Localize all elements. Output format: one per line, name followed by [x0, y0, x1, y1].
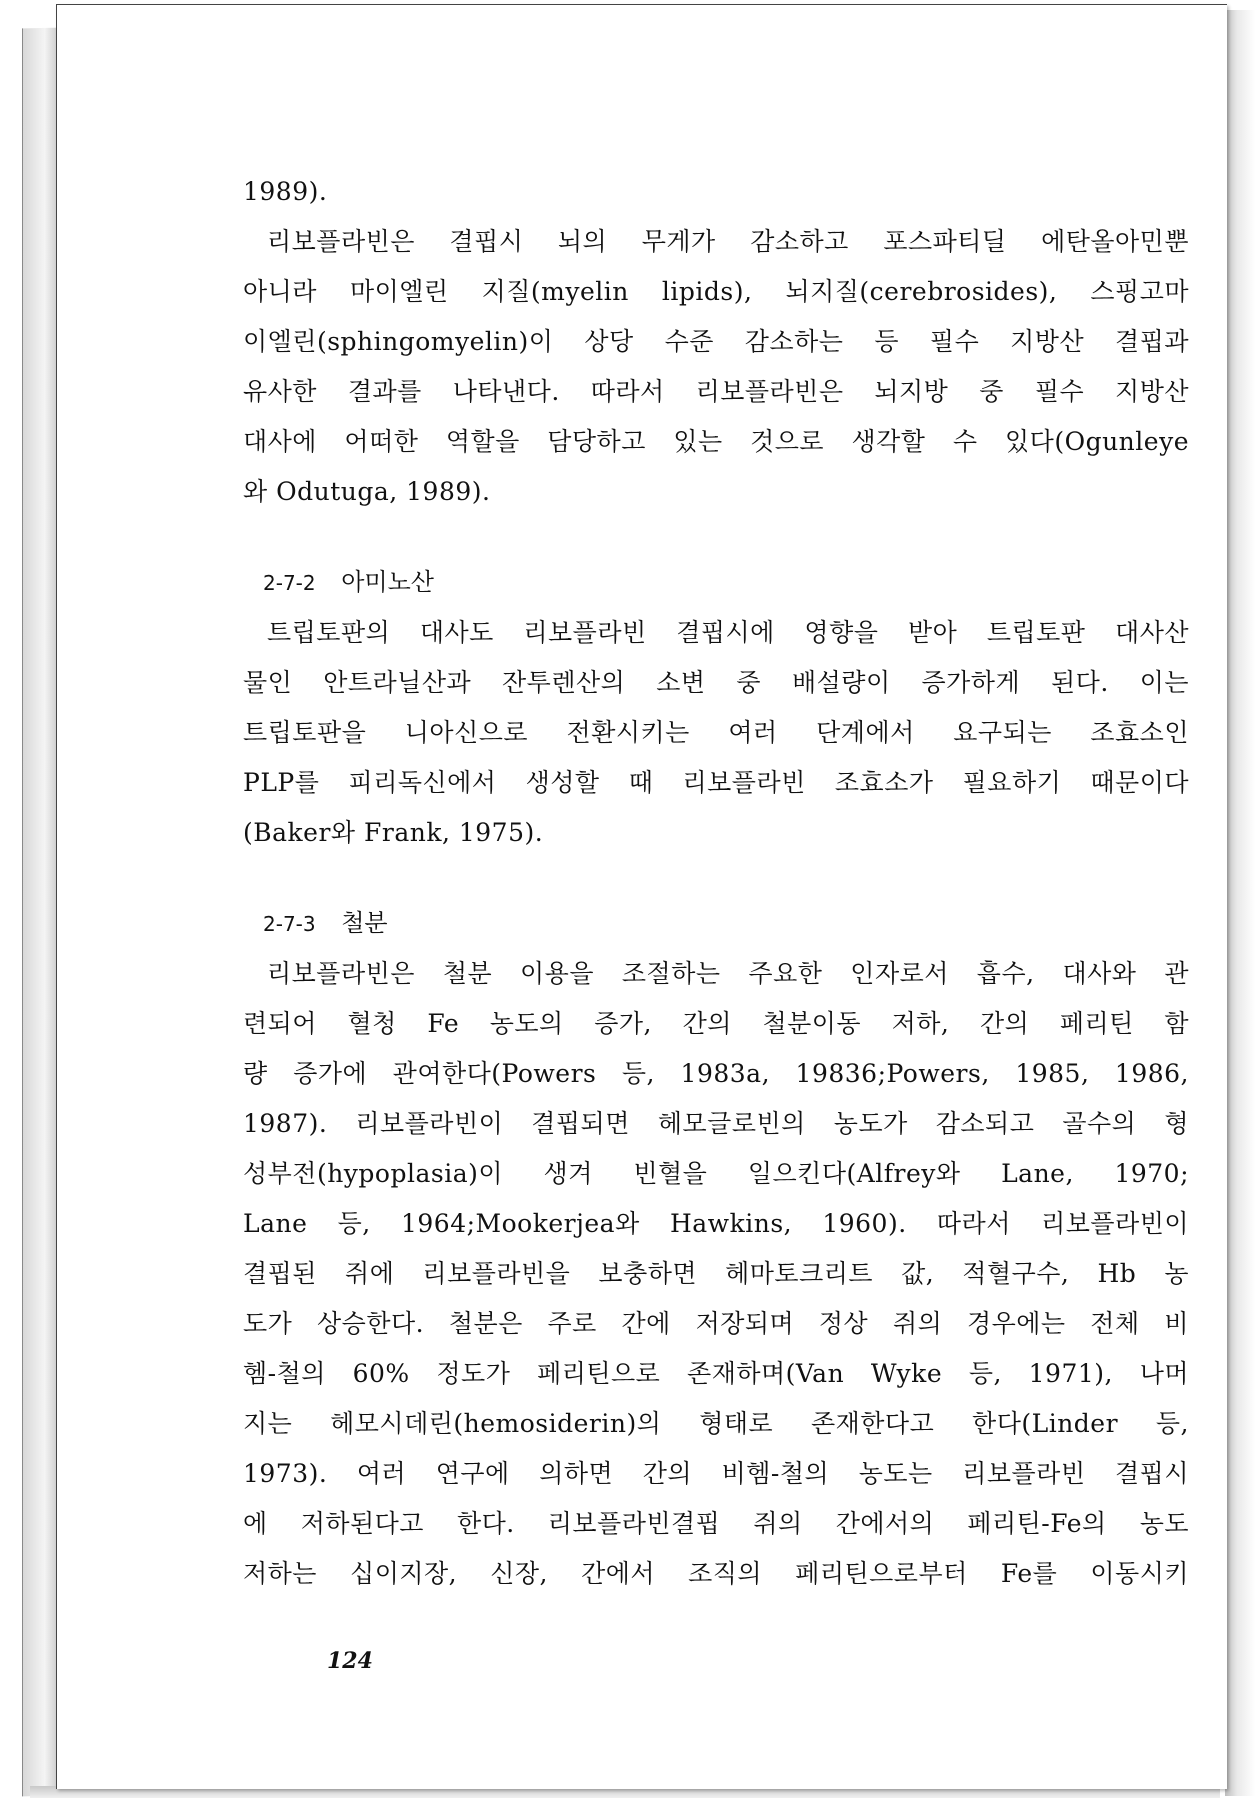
text-line: 1987). 리보플라빈이 결핍되면 헤모글로빈의 농도가 감소되고 골수의 형 [243, 1109, 1189, 1138]
section-heading-2-7-2 [243, 557, 1189, 608]
text-line: 리보플라빈은 철분 이용을 조절하는 주요한 인자로서 흡수, 대사와 관 [267, 959, 1189, 988]
text-line: 유사한 결과를 나타낸다. 따라서 리보플라빈은 뇌지방 중 필수 지방산 [243, 377, 1189, 406]
text-line: 아니라 마이엘린 지질(myelin lipids), 뇌지질(cerebrosides), 스핑고마 [243, 277, 1189, 306]
text-line: 와 Odutuga, 1989). [243, 477, 491, 506]
text-line: (Baker와 Frank, 1975). [243, 818, 544, 847]
text-line: 이엘린(sphingomyelin)이 상당 수준 감소하는 등 필수 지방산 결핍과 [243, 327, 1189, 356]
section-number: 2-7-3 [263, 912, 316, 936]
text-line: 련되어 혈청 Fe 농도의 증가, 간의 철분이동 저하, 간의 페리틴 함 [243, 1009, 1189, 1038]
section-2-7-3-paragraph [243, 949, 1189, 1599]
book-page [56, 4, 1227, 1789]
text-line: 1989). [243, 177, 328, 206]
text-line: 트립토판의 대사도 리보플라빈 결핍시에 영향을 받아 트립토판 대사산 [267, 618, 1189, 647]
text-line: 헴-철의 60% 정도가 페리틴으로 존재하며(Van Wyke 등, 1971), 나머 [243, 1359, 1189, 1388]
page-content [243, 167, 1189, 1599]
text-line: 대사에 어떠한 역할을 담당하고 있는 것으로 생각할 수 있다(Ogunleye [243, 427, 1189, 456]
text-line: 리보플라빈은 결핍시 뇌의 무게가 감소하고 포스파티딜 에탄올아민뿐 [267, 227, 1189, 256]
page-number: 124 [327, 1648, 373, 1674]
book-edge-left [22, 28, 59, 1797]
text-line: 결핍된 쥐에 리보플라빈을 보충하면 헤마토크리트 값, 적혈구수, Hb 농 [243, 1259, 1189, 1288]
text-line: Lane 등, 1964;Mookerjea와 Hawkins, 1960). 따라서 리보플라빈이 [243, 1209, 1189, 1238]
text-line: 도가 상승한다. 철분은 주로 간에 저장되며 정상 쥐의 경우에는 전체 비 [243, 1309, 1189, 1338]
text-line: 에 저하된다고 한다. 리보플라빈결핍 쥐의 간에서의 페리틴-Fe의 농도 [243, 1509, 1189, 1538]
section-heading-2-7-3 [243, 898, 1189, 949]
text-line: PLP를 피리독신에서 생성할 때 리보플라빈 조효소가 필요하기 때문이다 [243, 768, 1189, 797]
intro-paragraph [243, 167, 1189, 517]
text-line: 트립토판을 니아신으로 전환시키는 여러 단계에서 요구되는 조효소인 [243, 718, 1189, 747]
text-line: 량 증가에 관여한다(Powers 등, 1983a, 19836;Powers, 1985, 1986, [243, 1059, 1189, 1088]
text-line: 저하는 십이지장, 신장, 간에서 조직의 페리틴으로부터 Fe를 이동시키 [243, 1559, 1189, 1588]
section-title: 아미노산 [341, 568, 434, 596]
section-number: 2-7-2 [263, 571, 316, 595]
text-line: 물인 안트라닐산과 잔투렌산의 소변 중 배설량이 증가하게 된다. 이는 [243, 668, 1189, 697]
book-edge-right [1225, 10, 1255, 1796]
section-title: 철분 [341, 909, 388, 937]
text-line: 1973). 여러 연구에 의하면 간의 비헴-철의 농도는 리보플라빈 결핍시 [243, 1459, 1189, 1488]
section-2-7-2-paragraph [243, 608, 1189, 858]
text-line: 성부전(hypoplasia)이 생겨 빈혈을 일으킨다(Alfrey와 Lane, 1970; [243, 1159, 1189, 1188]
text-line: 지는 헤모시데린(hemosiderin)의 형태로 존재한다고 한다(Linder 등, [243, 1409, 1189, 1438]
